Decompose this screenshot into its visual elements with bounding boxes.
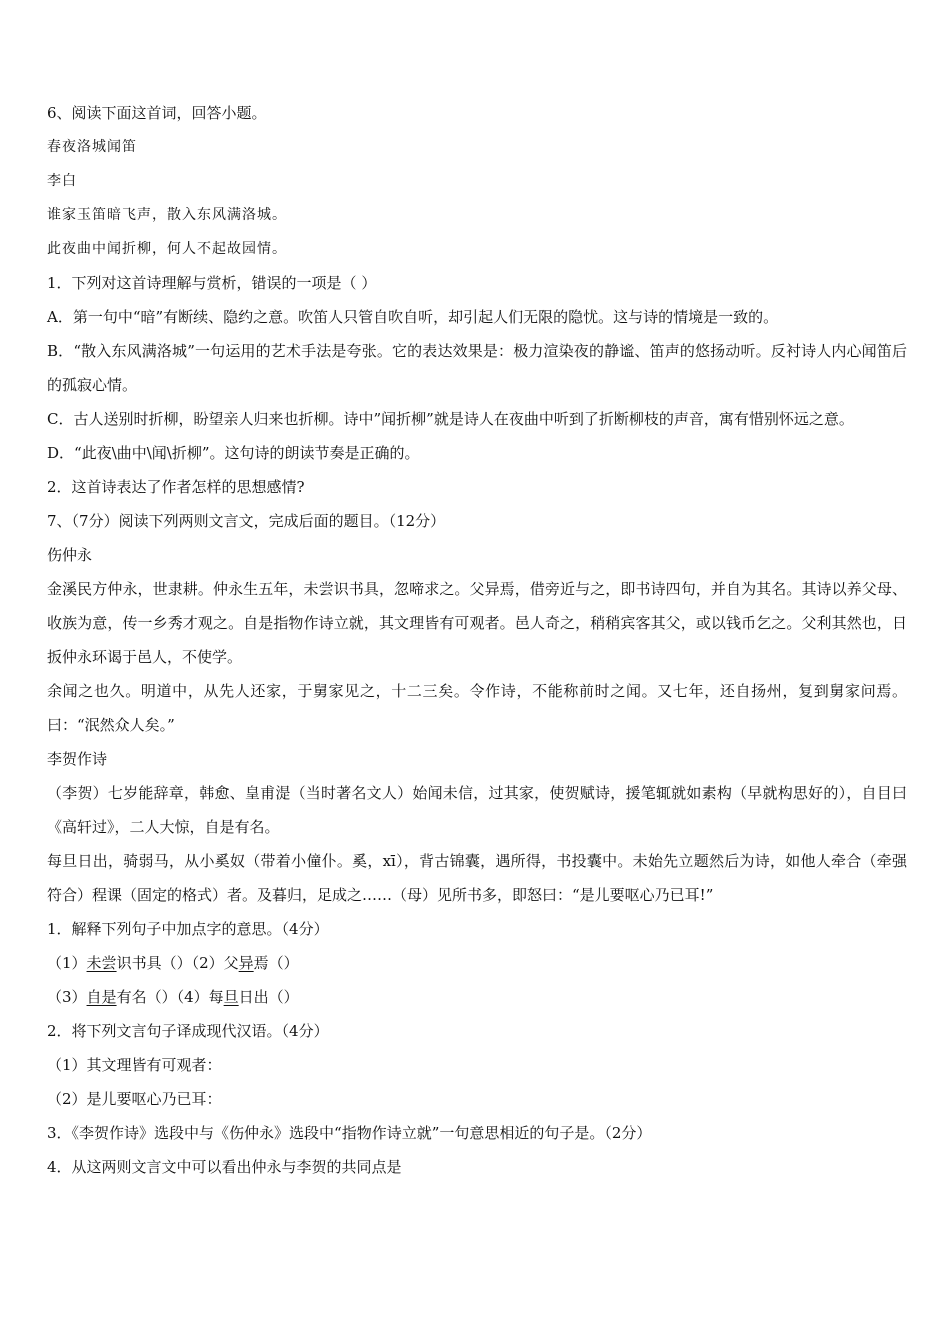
q6-option-b: B．“散入东风满洛城”一句运用的艺术手法是夸张。它的表达效果是：极力渲染夜的静谧、笛声的悠扬动听。反衬诗人内心闻笛后的孤寂心情。 [47, 342, 907, 394]
passage1-paragraph-1: 金溪民方仲永，世隶耕。仲永生五年，未尝识书具，忽啼求之。父异焉，借旁近与之，即书诗四句，并自为其名。其诗以养父母、收族为意，传一乡秀才观之。自是指物作诗立就，其文理皆有可观者。邑人奇之，稍稍宾客其父，或以钱币乞之。父利其然也，日扳仲永环谒于邑人，不使学。 [47, 580, 907, 666]
item-prefix: 每 [208, 988, 224, 1006]
passage1-paragraph-2: 余闻之也久。明道中，从先人还家，于舅家见之，十二三矣。令作诗，不能称前时之闻。又七年，还自扬州，复到舅家问焉。曰：“泯然众人矣。” [47, 682, 907, 734]
q6-intro: 6、阅读下面这首词，回答小题。 [47, 104, 267, 122]
q7-sub1-row-1 [47, 946, 907, 980]
q7-sub2-item-2: （2）是儿要呕心乃已耳： [47, 1090, 222, 1108]
item-number: （4） [176, 988, 209, 1006]
q6-option-c: C．古人送别时折柳，盼望亲人归来也折柳。诗中”闻折柳”就是诗人在夜曲中听到了折断柳枝的声音，寓有惜别怀远之意。 [47, 410, 854, 428]
passage2-title: 李贺作诗 [47, 750, 108, 768]
q7-sub1-question: 1．解释下列句子中加点字的意思。（4分） [47, 920, 329, 938]
q7-sub1-row-2 [47, 980, 907, 1014]
q7-sub3-question: 3．《李贺作诗》选段中与《伤仲永》选段中“指物作诗立就”一句意思相近的句子是。（2分） [47, 1124, 652, 1142]
poem-title: 春夜洛城闻笛 [47, 139, 137, 155]
exam-page [47, 96, 907, 1184]
q6-option-a: A．第一句中“暗”有断续、隐约之意。吹笛人只管自吹自听，却引起人们无限的隐忧。这与诗的情境是一致的。 [47, 308, 779, 326]
item-number: （3） [47, 988, 87, 1006]
q6-sub1-question: 1．下列对这首诗理解与赏析，错误的一项是（ ） [47, 274, 377, 292]
q7-sub4-question: 4．从这两则文言文中可以看出仲永与李贺的共同点是 [47, 1158, 402, 1176]
item-number: （1） [47, 954, 87, 972]
poem-line-1: 谁家玉笛暗飞声，散入东风满洛城。 [47, 207, 287, 223]
underlined-word: 异 [238, 954, 254, 972]
underlined-word: 旦 [223, 988, 239, 1006]
passage2-paragraph-2: 每旦日出，骑弱马，从小奚奴（带着小僮仆。奚，xī），背古锦囊，遇所得，书投囊中。未始先立题然后为诗，如他人牵合（牵强符合）程课（固定的格式）者。及暮归，足成之……（母）见所书多，即怒曰：“是儿要呕心乃已耳!” [47, 852, 907, 904]
q6-option-d: D．“此夜\曲中\闻\折柳”。这句诗的朗读节奏是正确的。 [47, 444, 420, 462]
q7-intro: 7、（7分）阅读下列两则文言文，完成后面的题目。（12分） [47, 512, 446, 530]
item-prefix: 父 [223, 954, 239, 972]
underlined-word: 未尝 [86, 954, 117, 972]
q7-sub2-question: 2．将下列文言句子译成现代汉语。（4分） [47, 1022, 329, 1040]
q6-sub2-question: 2．这首诗表达了作者怎样的思想感情? [47, 478, 305, 496]
item-rest: 焉（） [253, 954, 299, 972]
item-number: （2） [191, 954, 224, 972]
poem-author: 李白 [47, 173, 77, 189]
underlined-word: 自是 [86, 988, 117, 1006]
poem-line-2: 此夜曲中闻折柳，何人不起故园情。 [47, 241, 287, 257]
item-rest: 有名（） [116, 988, 177, 1006]
passage1-title: 伤仲永 [47, 546, 93, 564]
item-rest: 识书具（） [116, 954, 192, 972]
q7-sub2-item-1: （1）其文理皆有可观者： [47, 1056, 222, 1074]
item-rest: 日出（） [238, 988, 299, 1006]
passage2-paragraph-1: （李贺）七岁能辞章，韩愈、皇甫湜（当时著名文人）始闻未信，过其家，使贺赋诗，援笔辄就如素构（早就构思好的），自目曰《高轩过》，二人大惊，自是有名。 [47, 784, 907, 836]
